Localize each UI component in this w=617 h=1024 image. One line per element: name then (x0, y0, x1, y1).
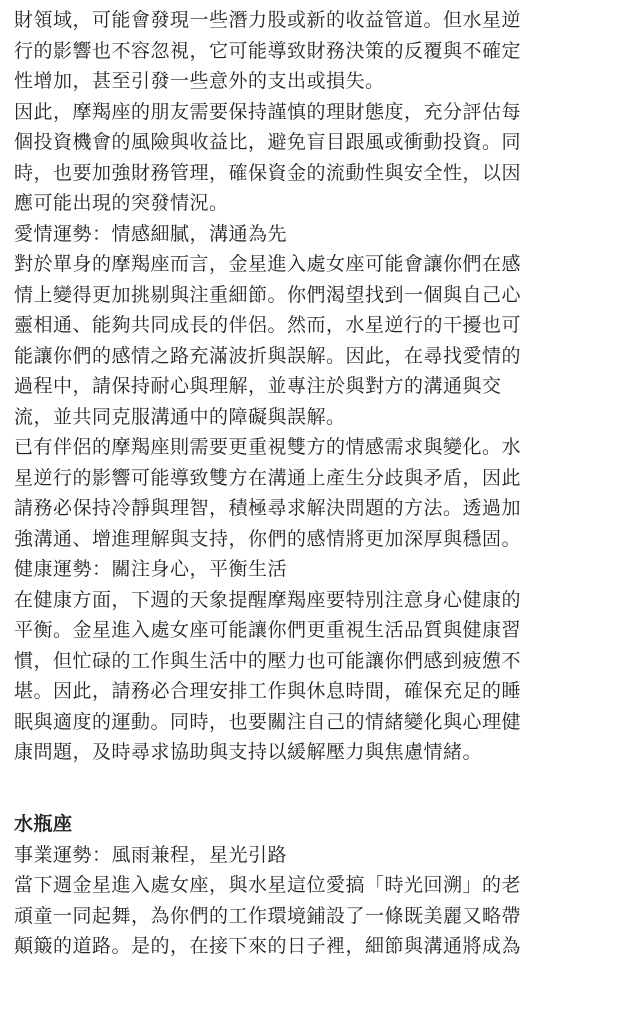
text-line: 請務必保持冷靜與理智，積極尋求解決問題的方法。透過加 (14, 497, 522, 519)
text-line: 能讓你們的感情之路充滿波折與誤解。因此，在尋找愛情的 (14, 344, 522, 367)
text-line: 康問題，及時尋求協助與支持以緩解壓力與焦慮情緒。 (14, 741, 483, 763)
text-line: 星逆行的影響可能導致雙方在溝通上產生分歧與矛盾，因此 (14, 466, 522, 489)
text-line: 已有伴侶的摩羯座則需要更重視雙方的情感需求與變化。水 (14, 436, 522, 458)
text-line: 應可能出現的突發情況。 (14, 192, 229, 214)
text-line: 平衡。金星進入處女座可能讓你們更重視生活品質與健康習 (14, 619, 522, 641)
text-line: 因此，摩羯座的朋友需要保持謹慎的理財態度，充分評估每 (14, 100, 522, 123)
text-line: 過程中，請保持耐心與理解，並專注於與對方的溝通與交 (14, 375, 502, 397)
text-line: 靈相通、能夠共同成長的伴侶。然而，水星逆行的干擾也可 (14, 314, 522, 336)
text-line: 情上變得更加挑剔與注重細節。你們渴望找到一個與自己心 (14, 283, 522, 306)
text-line: 時，也要加強財務管理，確保資金的流動性與安全性，以因 (14, 161, 522, 184)
text-line: 慣，但忙碌的工作與生活中的壓力也可能讓你們感到疲憊不 (14, 649, 522, 672)
text-line: 堪。因此，請務必合理安排工作與休息時間，確保充足的睡 (14, 680, 522, 702)
text-line: 個投資機會的風險與收益比，避免盲目跟風或衝動投資。同 (14, 131, 522, 153)
section-heading-aquarius: 水瓶座 (14, 812, 73, 835)
aquarius-section-text (14, 840, 614, 962)
career-fortune-subheading: 事業運勢：風雨兼程，星光引路 (14, 843, 288, 866)
text-line: 流，並共同克服溝通中的障礙與誤解。 (14, 405, 346, 428)
capricorn-section-text (14, 5, 614, 768)
text-line: 財領域，可能會發現一些潛力股或新的收益管道。但水星逆 (14, 9, 522, 31)
section-spacer (14, 768, 614, 808)
love-fortune-subheading: 愛情運勢：情感細膩，溝通為先 (14, 222, 288, 245)
text-line: 頑童一同起舞，為你們的工作環境鋪設了一條既美麗又略帶 (14, 904, 522, 927)
article-body (14, 0, 614, 962)
text-line: 顛簸的道路。是的，在接下來的日子裡，細節與溝通將成為 (14, 935, 522, 957)
health-fortune-subheading: 健康運勢：關注身心，平衡生活 (14, 558, 288, 580)
text-line: 強溝通、增進理解與支持，你們的感情將更加深厚與穩固。 (14, 527, 522, 550)
text-line: 在健康方面，下週的天象提醒摩羯座要特別注意身心健康的 (14, 588, 522, 611)
text-line: 性增加，甚至引發一些意外的支出或損失。 (14, 70, 385, 92)
text-line: 當下週金星進入處女座，與水星這位愛搞「時光回溯」的老 (14, 874, 522, 896)
text-line: 對於單身的摩羯座而言，金星進入處女座可能會讓你們在感 (14, 253, 522, 275)
text-line: 眠與適度的運動。同時，也要關注自己的情緒變化與心理健 (14, 710, 522, 733)
text-line: 行的影響也不容忽視，它可能導致財務決策的反覆與不確定 (14, 39, 522, 62)
